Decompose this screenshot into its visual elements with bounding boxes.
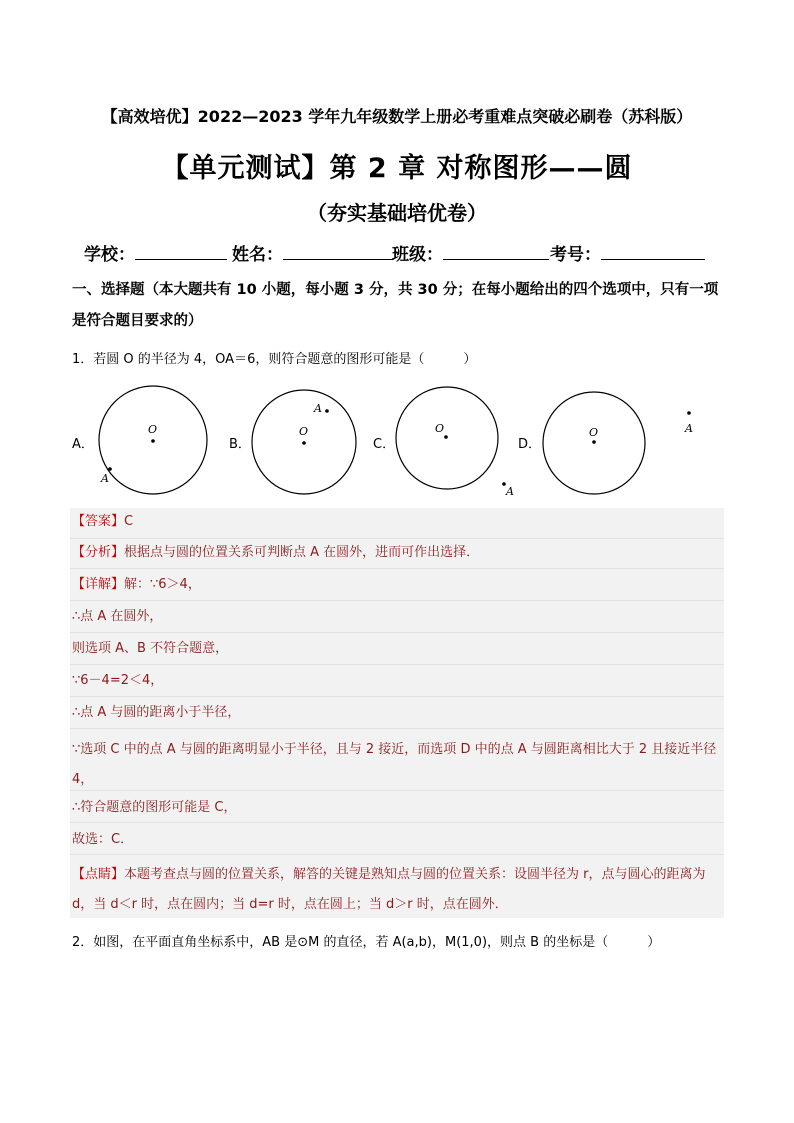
series-title: 【高效培优】2022—2023 学年九年级数学上册必考重难点突破必刷卷（苏科版） — [101, 107, 693, 126]
page-title: 【单元测试】第 2 章 对称图形——圆 — [161, 153, 633, 184]
divider — [70, 600, 724, 601]
analysis-line: 【分析】根据点与圆的位置关系可判断点 A 在圆外，进而可作出选择． — [72, 545, 480, 560]
name-blank[interactable] — [283, 245, 393, 260]
detail-line: ∵6－4=2＜4， — [72, 673, 164, 688]
class-blank[interactable] — [443, 245, 549, 260]
point-label-a: A — [685, 422, 693, 435]
center-label-o: O — [435, 422, 445, 435]
detail-line: ∴符合题意的图形可能是 C， — [72, 800, 237, 815]
section-heading: 一、选择题（本大题共有 10 小题，每小题 3 分，共 30 分；在每小题给出的四个选项中，只有一项是符合题目要求的） — [72, 282, 719, 329]
point-a — [687, 411, 691, 415]
point-a — [108, 467, 112, 471]
center-point-o — [151, 439, 155, 443]
exam-number-blank[interactable] — [601, 245, 705, 260]
question-1-text: 1．若圆 O 的半径为 4，OA＝6，则符合题意的图形可能是（ ） — [72, 352, 477, 367]
divider — [70, 538, 724, 539]
detail-line: ∴点 A 与圆的距离小于半径， — [72, 705, 241, 720]
divider — [70, 854, 724, 855]
option-c-label: C． — [373, 437, 396, 452]
point-a — [325, 409, 329, 413]
question-2-text: 2．如图，在平面直角坐标系中，AB 是⊙M 的直径，若 A(a,b)，M(1,0)，则点 B 的坐标是（ ） — [72, 935, 661, 950]
detail-line: 【详解】解：∵6＞4， — [72, 577, 201, 592]
page-subtitle: （夯实基础培优卷） — [307, 201, 487, 225]
center-label-o: O — [148, 423, 158, 436]
center-point-o — [592, 440, 596, 444]
point-label-a: A — [101, 472, 109, 485]
school-blank[interactable] — [135, 245, 227, 260]
option-c-figure — [395, 385, 525, 500]
option-d-label: D． — [518, 437, 542, 452]
center-point-o — [444, 435, 448, 439]
center-point-o — [302, 441, 306, 445]
divider — [70, 664, 724, 665]
divider — [70, 632, 724, 633]
divider — [70, 822, 724, 823]
info-exam-number: 考号： — [550, 240, 705, 265]
info-class: 班级： — [392, 240, 549, 265]
detail-line: ∴点 A 在圆外， — [72, 609, 163, 624]
option-a-label: A． — [72, 437, 94, 452]
option-b-label: B． — [229, 437, 251, 452]
point-label-a: A — [314, 402, 322, 415]
option-d-figure — [540, 385, 715, 497]
center-label-o: O — [589, 426, 599, 439]
point-label-a: A — [506, 485, 514, 498]
info-school: 学校： — [84, 240, 227, 265]
option-a-figure — [95, 385, 220, 497]
detail-line: 则选项 A、B 不符合题意， — [72, 641, 229, 656]
divider — [70, 568, 724, 569]
detail-line: 故选：C． — [72, 832, 134, 847]
answer-value: C — [124, 514, 134, 529]
option-b-figure — [250, 385, 375, 497]
answer-line: 【答案】C — [72, 514, 134, 529]
divider — [70, 696, 724, 697]
detail-line: ∵选项 C 中的点 A 与圆的距离明显小于半径，且与 2 接近，而选项 D 中的点 A 与圆距离相比大于 2 且接近半径 4， — [72, 742, 717, 787]
info-name: 姓名： — [232, 240, 393, 265]
divider — [70, 728, 724, 729]
center-label-o: O — [299, 425, 309, 438]
note-line: 【点睛】本题考查点与圆的位置关系，解答的关键是熟知点与圆的位置关系：设圆半径为 r，点与圆心的距离为 d，当 d＜r 时，点在圆内；当 d=r 时，点在圆上；当 d＞r 时，点在圆外． — [72, 867, 706, 912]
